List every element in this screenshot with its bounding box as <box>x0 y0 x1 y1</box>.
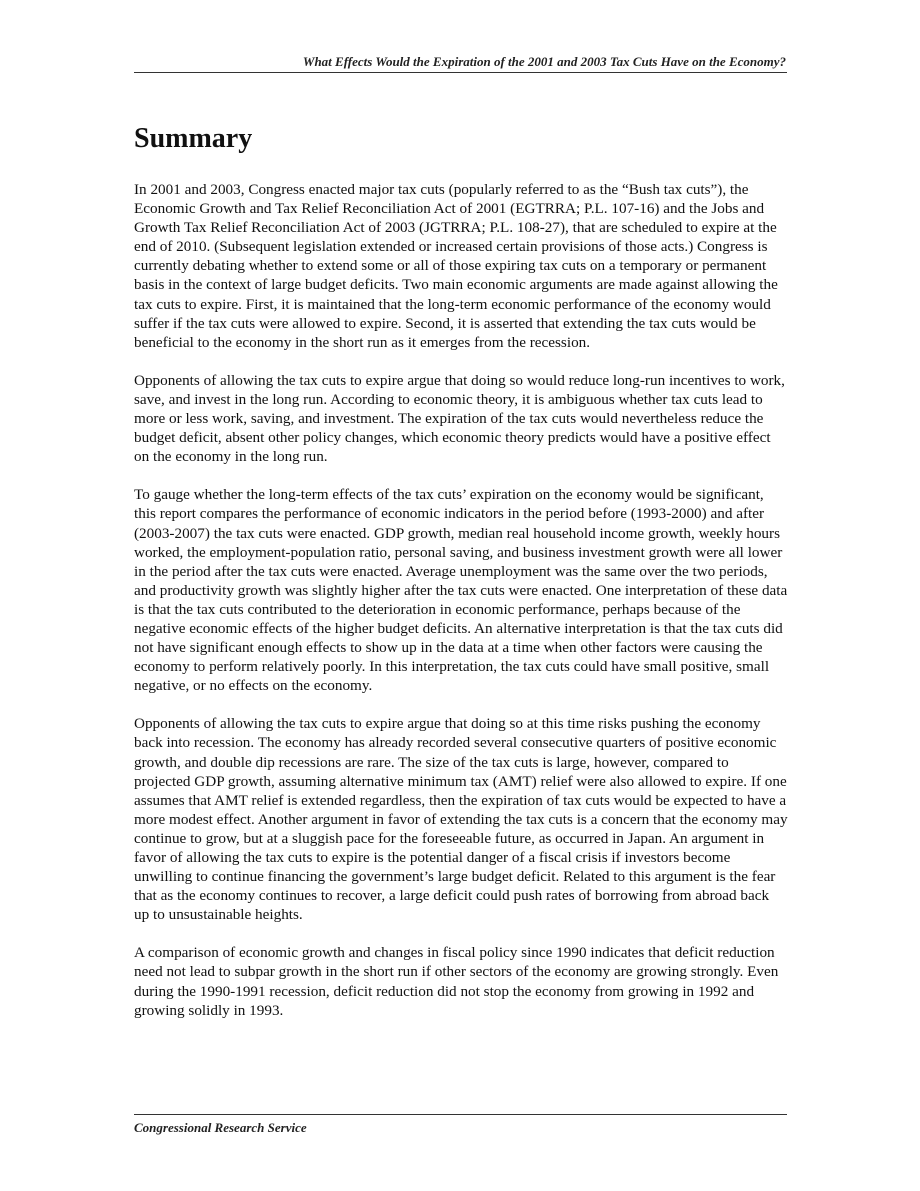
summary-paragraph-3: To gauge whether the long-term effects of the tax cuts’ expiration on the economy would be significant, this report compares the performance of economic indicators in the period before (1993-2000) and after (2003-2007) the tax cuts were enacted. GDP growth, median real household income growth, weekly hours worked, the employment-population ratio, personal saving, and business investment growth were all lower in the period after the tax cuts were enacted. Average unemployment was the same over the two periods, and productivity growth was slightly higher after the tax cuts were enacted. One interpretation of these data is that the tax cuts contributed to the deterioration in economic performance, perhaps because of the negative economic effects of the higher budget deficits. An alternative interpretation is that the tax cuts did not have significant enough effects to show up in the data at a time when other factors were causing the economy to perform relatively poorly. In this interpretation, the tax cuts could have small positive, small negative, or no effects on the economy. <box>134 486 788 695</box>
summary-body <box>134 180 788 1039</box>
footer-organization: Congressional Research Service <box>134 1120 307 1135</box>
running-header-title: What Effects Would the Expiration of the 2001 and 2003 Tax Cuts Have on the Economy? <box>302 54 786 69</box>
section-heading: Summary <box>134 123 253 154</box>
summary-paragraph-1: In 2001 and 2003, Congress enacted major tax cuts (popularly referred to as the “Bush tax cuts”), the Economic Growth and Tax Relief Reconciliation Act of 2001 (EGTRRA; P.L. 107-16) and the Jobs and Growth Tax Relief Reconciliation Act of 2003 (JGTRRA; P.L. 108-27), that are scheduled to expire at the end of 2010. (Subsequent legislation extended or increased certain provisions of those acts.) Congress is currently debating whether to extend some or all of those expiring tax cuts on a temporary or permanent basis in the context of large budget deficits. Two main economic arguments are made against allowing the tax cuts to expire. First, it is maintained that the long-term economic performance of the economy would suffer if the tax cuts were allowed to expire. Second, it is asserted that extending the tax cuts would be beneficial to the economy in the short run as it emerges from the recession. <box>134 181 778 351</box>
summary-paragraph-5: A comparison of economic growth and changes in fiscal policy since 1990 indicates that deficit reduction need not lead to subpar growth in the short run if other sectors of the economy are growing strongly. Even during the 1990-1991 recession, deficit reduction did not stop the economy from growing in 1992 and growing solidly in 1993. <box>134 944 779 1019</box>
header-divider <box>134 72 787 73</box>
footer-divider <box>134 1114 787 1115</box>
summary-paragraph-2: Opponents of allowing the tax cuts to expire argue that doing so would reduce long-run incentives to work, save, and invest in the long run. According to economic theory, it is ambiguous whether tax cuts lead to more or less work, saving, and investment. The expiration of the tax cuts would nevertheless reduce the budget deficit, absent other policy changes, which economic theory predicts would have a positive effect on the economy in the long run. <box>134 371 785 466</box>
summary-paragraph-4: Opponents of allowing the tax cuts to expire argue that doing so at this time risks pushing the economy back into recession. The economy has already recorded several consecutive quarters of positive economic growth, and double dip recessions are rare. The size of the tax cuts is large, however, compared to projected GDP growth, assuming alternative minimum tax (AMT) relief were also allowed to expire. If one assumes that AMT relief is extended regardless, then the expiration of tax cuts would be expected to have a more modest effect. Another argument in favor of extending the tax cuts is a concern that the economy may continue to grow, but at a sluggish pace for the foreseeable future, as occurred in Japan. An argument in favor of allowing the tax cuts to expire is the potential danger of a fiscal crisis if investors become unwilling to continue financing the government’s large budget deficit. Related to this argument is the fear that as the economy continues to recover, a large deficit could push rates of borrowing from abroad back up to unsustainable heights. <box>134 715 788 924</box>
